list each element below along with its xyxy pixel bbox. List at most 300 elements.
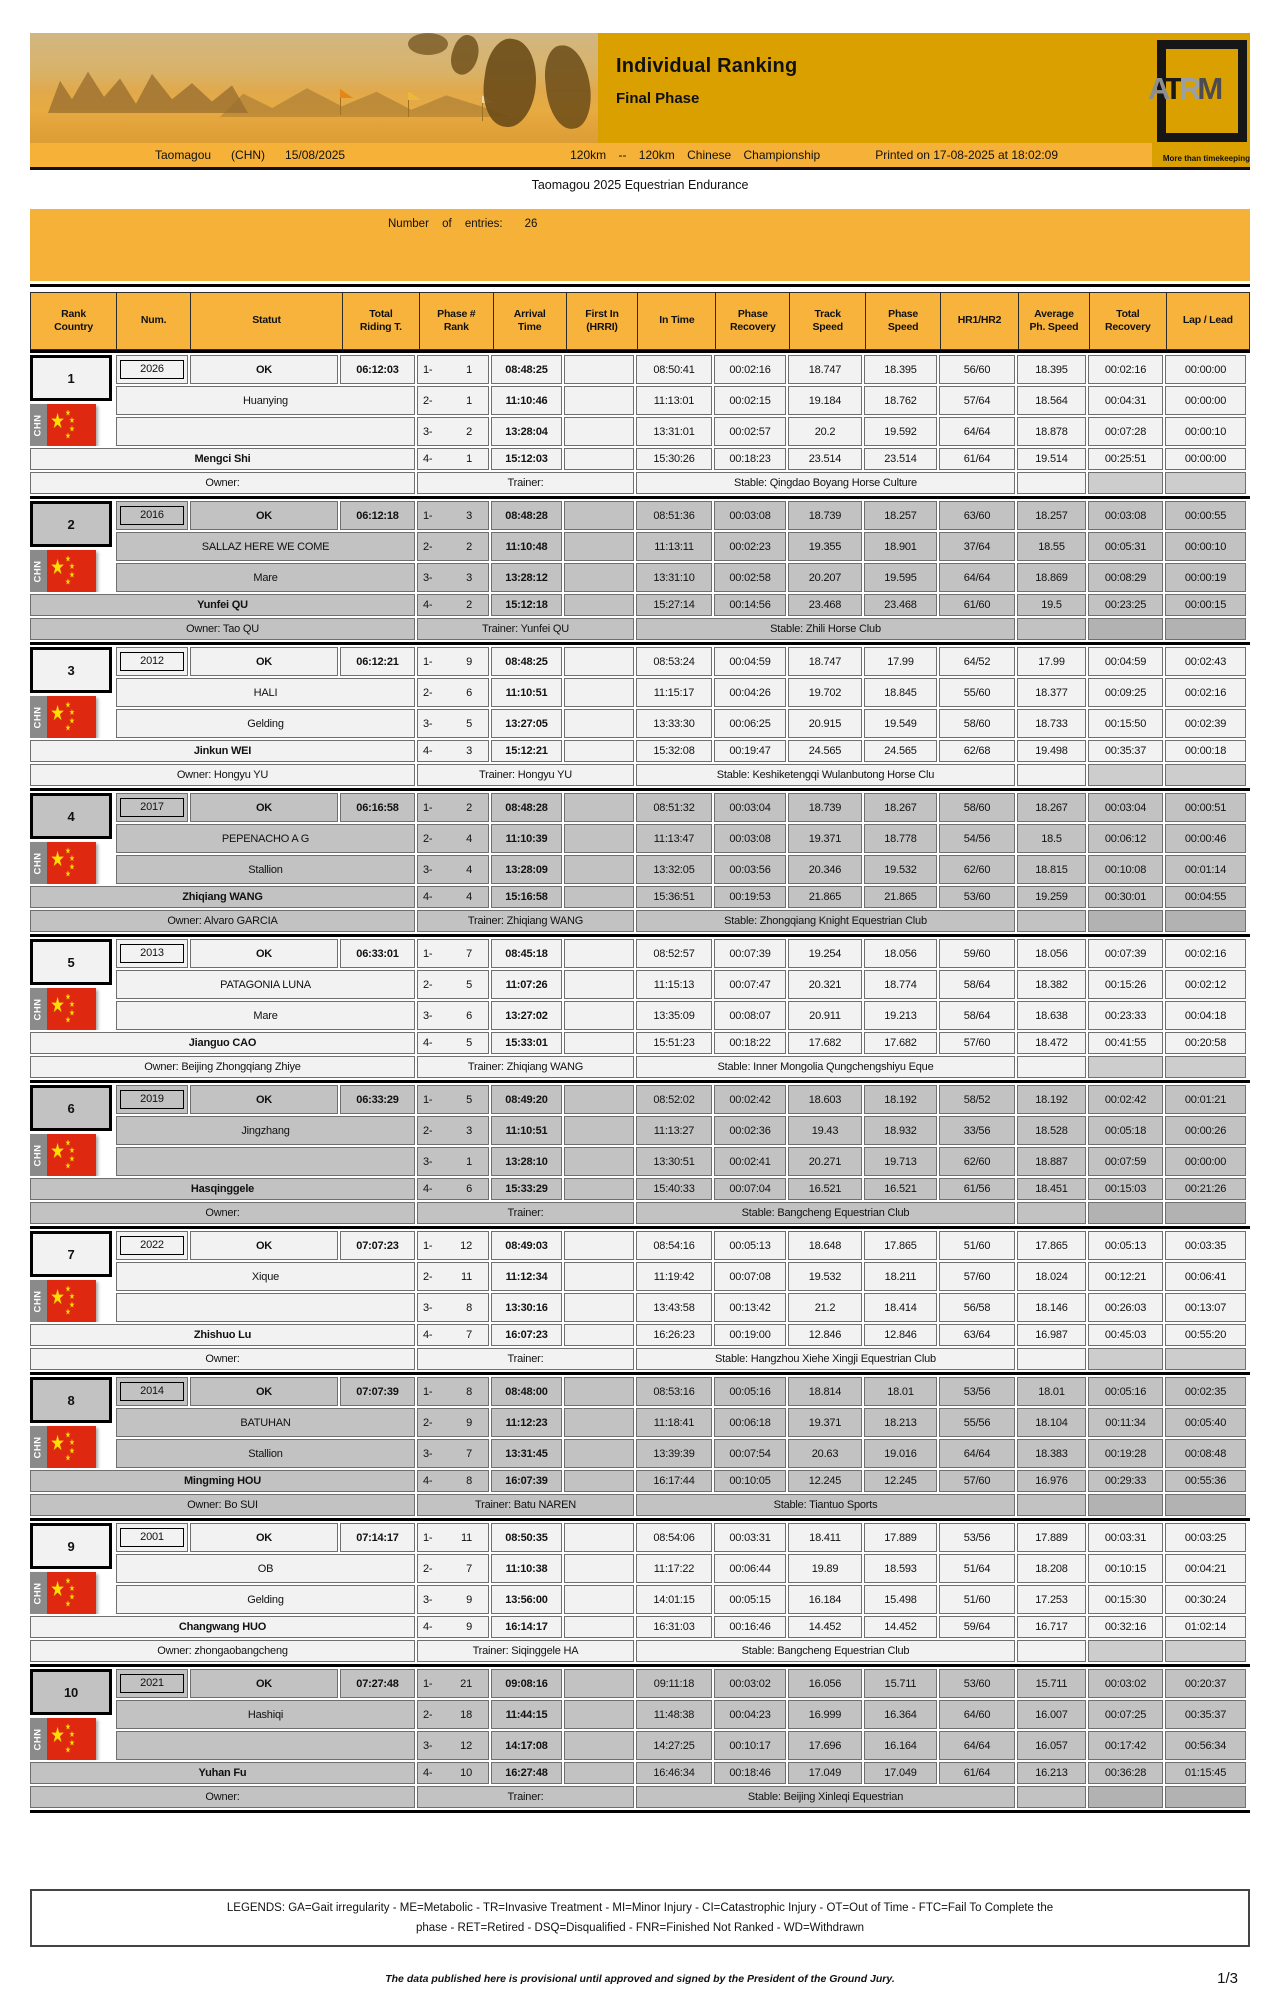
cell-phase-recovery: 00:02:23 xyxy=(714,532,786,561)
cell-num xyxy=(116,1377,188,1406)
table-row xyxy=(30,709,1246,738)
cell-empty xyxy=(1017,472,1086,494)
table-row xyxy=(30,1585,1246,1614)
cell-phase-rank xyxy=(417,1116,489,1145)
cell-empty xyxy=(1165,1348,1246,1370)
horse-number: 2026 xyxy=(120,360,184,379)
cell-num xyxy=(116,793,188,822)
phase-rank: 1- 21 xyxy=(423,1677,472,1690)
cell-phase-recovery: 00:03:08 xyxy=(714,824,786,853)
table-row xyxy=(30,855,1246,884)
cell-in-time: 11:18:41 xyxy=(636,1408,712,1437)
rank-number: 7 xyxy=(30,1231,112,1277)
cell-track-speed: 20.63 xyxy=(788,1439,862,1468)
cell-rider-name: Yunfei QU xyxy=(30,594,415,616)
cell-average-speed: 16.213 xyxy=(1017,1762,1086,1784)
cell-average-speed: 18.01 xyxy=(1017,1377,1086,1406)
rider-block-5 xyxy=(28,937,1248,1080)
cell-phase-speed: 19.016 xyxy=(864,1439,937,1468)
country-code-strip: CHN xyxy=(30,550,47,592)
cell-num xyxy=(116,1669,188,1698)
table-row xyxy=(30,355,1246,384)
cell-arrival-time: 15:12:18 xyxy=(491,594,562,616)
cell-lap-lead: 00:00:00 xyxy=(1165,386,1246,415)
cell-lap-lead: 00:00:26 xyxy=(1165,1116,1246,1145)
china-flag-icon xyxy=(47,1134,96,1176)
cell-in-time: 08:53:16 xyxy=(636,1377,712,1406)
cell-stable: Stable: Hangzhou Xiehe Xingji Equestrian Club xyxy=(636,1348,1015,1370)
cell-phase-speed: 18.01 xyxy=(864,1377,937,1406)
cell-empty xyxy=(1165,1056,1246,1078)
rank-number: 8 xyxy=(30,1377,112,1423)
cell-average-speed: 18.733 xyxy=(1017,709,1086,738)
cell-track-speed: 19.43 xyxy=(788,1116,862,1145)
cell-phase-rank xyxy=(417,1470,489,1492)
cell-average-speed: 16.976 xyxy=(1017,1470,1086,1492)
cell-total-recovery: 00:32:16 xyxy=(1088,1616,1163,1638)
cell-phase-speed: 19.713 xyxy=(864,1147,937,1176)
cell-hr1-hr2: 56/60 xyxy=(939,355,1015,384)
country-code-strip: CHN xyxy=(30,696,47,738)
cell-horse-gender: Mare xyxy=(116,1001,415,1030)
cell-horse-name: Jingzhang xyxy=(116,1116,415,1145)
cell-phase-speed: 23.514 xyxy=(864,448,937,470)
cell-total-recovery: 00:29:33 xyxy=(1088,1470,1163,1492)
cell-phase-rank xyxy=(417,355,489,384)
cell-track-speed: 18.603 xyxy=(788,1085,862,1114)
cell-rider-name: Changwang HUO xyxy=(30,1616,415,1638)
top-banner xyxy=(30,33,1250,170)
cell-arrival-time: 13:56:00 xyxy=(491,1585,562,1614)
cell-first-in xyxy=(564,1293,634,1322)
report-page xyxy=(0,33,1280,1995)
svg-text:★: ★ xyxy=(50,1285,65,1309)
svg-text:★: ★ xyxy=(64,1429,71,1440)
cell-rank-country xyxy=(30,1669,114,1760)
cell-phase-rank xyxy=(417,1147,489,1176)
china-flag-icon xyxy=(47,404,96,446)
cell-average-speed: 19.259 xyxy=(1017,886,1086,908)
cell-hr1-hr2: 37/64 xyxy=(939,532,1015,561)
table-row xyxy=(30,618,1246,640)
cell-phase-speed: 18.845 xyxy=(864,678,937,707)
cell-phase-recovery: 00:03:02 xyxy=(714,1669,786,1698)
horse-number: 2022 xyxy=(120,1236,184,1255)
col-header-rank: Rank Country xyxy=(31,293,117,350)
cell-total-recovery: 00:03:04 xyxy=(1088,793,1163,822)
country-flag xyxy=(30,550,96,592)
svg-text:★: ★ xyxy=(64,553,71,564)
cell-lap-lead: 00:00:46 xyxy=(1165,824,1246,853)
cell-empty xyxy=(1088,1494,1163,1516)
country-flag xyxy=(30,1280,96,1322)
svg-text:★: ★ xyxy=(69,415,75,426)
svg-text:★: ★ xyxy=(69,861,75,872)
cell-arrival-time: 09:08:16 xyxy=(491,1669,562,1698)
phase-rank: 2- 3 xyxy=(423,1124,472,1137)
cell-lap-lead: 00:00:10 xyxy=(1165,532,1246,561)
cell-track-speed: 24.565 xyxy=(788,740,862,762)
cell-first-in xyxy=(564,1147,634,1176)
cell-empty xyxy=(1165,1786,1246,1808)
cell-hr1-hr2: 62/60 xyxy=(939,855,1015,884)
cell-phase-rank xyxy=(417,740,489,762)
cell-owner: Owner: xyxy=(30,472,415,494)
cell-lap-lead: 00:08:48 xyxy=(1165,1439,1246,1468)
phase-rank: 1- 9 xyxy=(423,655,472,668)
cell-in-time: 16:31:03 xyxy=(636,1616,712,1638)
cell-phase-recovery: 00:07:54 xyxy=(714,1439,786,1468)
cell-in-time: 14:01:15 xyxy=(636,1585,712,1614)
cell-average-speed: 19.514 xyxy=(1017,448,1086,470)
cell-total-recovery: 00:15:50 xyxy=(1088,709,1163,738)
table-row xyxy=(30,647,1246,676)
cell-total-riding-time: 06:12:18 xyxy=(340,501,415,530)
horse-number: 2019 xyxy=(120,1090,184,1109)
country-flag xyxy=(30,1718,96,1760)
mountain-shape xyxy=(220,81,510,117)
svg-text:★: ★ xyxy=(64,430,71,441)
cell-phase-speed: 18.395 xyxy=(864,355,937,384)
cell-phase-speed: 18.762 xyxy=(864,386,937,415)
cell-hr1-hr2: 57/64 xyxy=(939,386,1015,415)
cell-rank-country xyxy=(30,355,114,446)
cell-first-in xyxy=(564,1262,634,1291)
cell-phase-rank xyxy=(417,886,489,908)
horse-number: 2013 xyxy=(120,944,184,963)
cell-in-time: 11:13:11 xyxy=(636,532,712,561)
table-row xyxy=(30,1001,1246,1030)
cell-lap-lead: 00:01:21 xyxy=(1165,1085,1246,1114)
table-row xyxy=(30,910,1246,932)
table-row xyxy=(30,1085,1246,1114)
cell-num xyxy=(116,355,188,384)
cell-in-time: 09:11:18 xyxy=(636,1669,712,1698)
cell-track-speed: 19.89 xyxy=(788,1554,862,1583)
cell-phase-recovery: 00:16:46 xyxy=(714,1616,786,1638)
cell-average-speed: 17.99 xyxy=(1017,647,1086,676)
svg-text:★: ★ xyxy=(64,1160,71,1171)
cell-arrival-time: 15:12:21 xyxy=(491,740,562,762)
svg-text:★: ★ xyxy=(64,1744,71,1755)
cell-total-recovery: 00:07:39 xyxy=(1088,939,1163,968)
cell-empty xyxy=(1088,1348,1163,1370)
cell-empty xyxy=(1017,764,1086,786)
cell-arrival-time: 15:16:58 xyxy=(491,886,562,908)
phase-rank: 1- 1 xyxy=(423,363,472,376)
table-row xyxy=(30,1116,1246,1145)
cell-lap-lead: 00:00:51 xyxy=(1165,793,1246,822)
cell-hr1-hr2: 64/64 xyxy=(939,1731,1015,1760)
cell-lap-lead: 00:02:12 xyxy=(1165,970,1246,999)
cell-average-speed: 18.55 xyxy=(1017,532,1086,561)
cell-lap-lead: 00:05:40 xyxy=(1165,1408,1246,1437)
cell-in-time: 13:31:01 xyxy=(636,417,712,446)
svg-text:★: ★ xyxy=(69,1291,75,1302)
cell-phase-recovery: 00:07:04 xyxy=(714,1178,786,1200)
phase-rank: 4- 9 xyxy=(423,1621,472,1633)
cell-average-speed: 18.815 xyxy=(1017,855,1086,884)
table-row xyxy=(30,448,1246,470)
svg-text:★: ★ xyxy=(69,569,75,580)
cell-phase-speed: 21.865 xyxy=(864,886,937,908)
cell-first-in xyxy=(564,1731,634,1760)
cell-total-recovery: 00:11:34 xyxy=(1088,1408,1163,1437)
horse-number: 2014 xyxy=(120,1382,184,1401)
cell-horse-gender: Mare xyxy=(116,563,415,592)
country-code-strip: CHN xyxy=(30,1426,47,1468)
cell-in-time: 08:50:41 xyxy=(636,355,712,384)
col-header-phase: Phase Recovery xyxy=(716,293,790,350)
cell-phase-rank xyxy=(417,1085,489,1114)
cell-empty xyxy=(1017,1494,1086,1516)
cell-trainer: Trainer: Batu NAREN xyxy=(417,1494,634,1516)
country-flag xyxy=(30,696,96,738)
cell-trainer: Trainer: Hongyu YU xyxy=(417,764,634,786)
country-code-strip: CHN xyxy=(30,1572,47,1614)
svg-text:★: ★ xyxy=(69,853,75,864)
cell-phase-speed: 15.498 xyxy=(864,1585,937,1614)
cell-rank-country xyxy=(30,1523,114,1614)
cell-total-recovery: 00:23:33 xyxy=(1088,1001,1163,1030)
table-row xyxy=(30,1056,1246,1078)
cell-empty xyxy=(1165,1494,1246,1516)
cell-empty xyxy=(1088,1202,1163,1224)
cell-empty xyxy=(1165,618,1246,640)
phase-rank: 1- 12 xyxy=(423,1239,472,1252)
cell-in-time: 13:32:05 xyxy=(636,855,712,884)
cell-average-speed: 16.717 xyxy=(1017,1616,1086,1638)
cell-phase-rank xyxy=(417,1001,489,1030)
rider-silhouette xyxy=(478,36,542,130)
svg-text:★: ★ xyxy=(69,707,75,718)
svg-text:★: ★ xyxy=(64,1575,71,1586)
cell-owner: Owner: Alvaro GARCIA xyxy=(30,910,415,932)
cell-track-speed: 18.411 xyxy=(788,1523,862,1552)
cell-first-in xyxy=(564,1178,634,1200)
cell-phase-speed: 18.901 xyxy=(864,532,937,561)
cell-hr1-hr2: 57/60 xyxy=(939,1262,1015,1291)
cell-average-speed: 18.887 xyxy=(1017,1147,1086,1176)
cell-phase-speed: 14.452 xyxy=(864,1616,937,1638)
cell-phase-speed: 19.592 xyxy=(864,417,937,446)
cell-average-speed: 16.987 xyxy=(1017,1324,1086,1346)
cell-arrival-time: 11:10:51 xyxy=(491,1116,562,1145)
cell-phase-speed: 18.213 xyxy=(864,1408,937,1437)
cell-total-recovery: 00:36:28 xyxy=(1088,1762,1163,1784)
cell-lap-lead: 00:56:34 xyxy=(1165,1731,1246,1760)
svg-text:★: ★ xyxy=(69,1437,75,1448)
cell-total-recovery: 00:05:13 xyxy=(1088,1231,1163,1260)
cell-horse-gender xyxy=(116,417,415,446)
cell-average-speed: 18.395 xyxy=(1017,355,1086,384)
table-row xyxy=(30,386,1246,415)
distance-category: 120km -- 120km Chinese Championship xyxy=(570,148,821,162)
cell-empty xyxy=(1165,472,1246,494)
cell-num xyxy=(116,1085,188,1114)
cell-phase-recovery: 00:02:57 xyxy=(714,417,786,446)
table-row xyxy=(30,563,1246,592)
cell-hr1-hr2: 58/64 xyxy=(939,970,1015,999)
cell-average-speed: 18.869 xyxy=(1017,563,1086,592)
cell-owner: Owner: Bo SUI xyxy=(30,1494,415,1516)
cell-total-recovery: 00:23:25 xyxy=(1088,594,1163,616)
cell-average-speed: 17.889 xyxy=(1017,1523,1086,1552)
cell-phase-recovery: 00:05:13 xyxy=(714,1231,786,1260)
cell-in-time: 11:15:17 xyxy=(636,678,712,707)
cell-lap-lead: 00:04:21 xyxy=(1165,1554,1246,1583)
cell-empty xyxy=(1165,910,1246,932)
cell-average-speed: 18.104 xyxy=(1017,1408,1086,1437)
cell-arrival-time: 08:48:25 xyxy=(491,355,562,384)
cell-track-speed: 19.532 xyxy=(788,1262,862,1291)
cell-empty xyxy=(1088,618,1163,640)
col-header-phase: Phase Speed xyxy=(866,293,941,350)
phase-rank: 4- 7 xyxy=(423,1329,472,1341)
cell-phase-rank xyxy=(417,793,489,822)
legends-line1: LEGENDS: GA=Gait irregularity - ME=Metabolic - TR=Invasive Treatment - MI=Minor Injury - CI=Catastrophic Injury - OT=Out of Time - FTC=Fail To Complete the xyxy=(226,1902,1054,1914)
cell-empty xyxy=(1088,910,1163,932)
table-row xyxy=(30,1731,1246,1760)
cell-lap-lead: 00:00:00 xyxy=(1165,448,1246,470)
table-row xyxy=(30,678,1246,707)
cell-track-speed: 16.184 xyxy=(788,1585,862,1614)
cell-first-in xyxy=(564,886,634,908)
table-row xyxy=(30,417,1246,446)
cell-in-time: 14:27:25 xyxy=(636,1731,712,1760)
svg-text:★: ★ xyxy=(50,555,65,579)
cell-rank-country xyxy=(30,501,114,592)
table-row xyxy=(30,1439,1246,1468)
cell-empty xyxy=(1017,1786,1086,1808)
cell-phase-recovery: 00:19:47 xyxy=(714,740,786,762)
svg-text:★: ★ xyxy=(69,423,75,434)
cell-in-time: 13:30:51 xyxy=(636,1147,712,1176)
cell-phase-speed: 19.213 xyxy=(864,1001,937,1030)
phase-rank: 2- 11 xyxy=(423,1270,472,1283)
cell-total-recovery: 00:15:03 xyxy=(1088,1178,1163,1200)
cell-rank-country xyxy=(30,1377,114,1468)
cell-hr1-hr2: 57/60 xyxy=(939,1032,1015,1054)
table-row xyxy=(30,970,1246,999)
cell-total-recovery: 00:30:01 xyxy=(1088,886,1163,908)
rider-block-9 xyxy=(28,1521,1248,1664)
country-code-strip: CHN xyxy=(30,404,47,446)
flag-pole xyxy=(340,89,341,115)
cell-phase-recovery: 00:03:08 xyxy=(714,501,786,530)
cell-in-time: 08:54:16 xyxy=(636,1231,712,1260)
cell-lap-lead: 00:02:16 xyxy=(1165,939,1246,968)
cell-in-time: 15:40:33 xyxy=(636,1178,712,1200)
cell-stable: Stable: Bangcheng Equestrian Club xyxy=(636,1640,1015,1662)
cell-phase-rank xyxy=(417,1178,489,1200)
cell-phase-recovery: 00:02:42 xyxy=(714,1085,786,1114)
cell-statut: OK xyxy=(190,1377,338,1406)
svg-text:★: ★ xyxy=(69,1007,75,1018)
cell-track-speed: 18.814 xyxy=(788,1377,862,1406)
svg-text:★: ★ xyxy=(69,1737,75,1748)
rider-block-3 xyxy=(28,645,1248,788)
cell-hr1-hr2: 53/60 xyxy=(939,1669,1015,1698)
cell-first-in xyxy=(564,855,634,884)
cell-phase-rank xyxy=(417,709,489,738)
header-row xyxy=(31,293,1250,350)
col-header-track: Track Speed xyxy=(790,293,866,350)
cell-empty xyxy=(1165,1640,1246,1662)
svg-text:★: ★ xyxy=(69,1445,75,1456)
cell-in-time: 15:32:08 xyxy=(636,740,712,762)
china-flag-icon xyxy=(47,1280,96,1322)
cell-phase-rank xyxy=(417,678,489,707)
china-flag-icon xyxy=(47,842,96,884)
page-number: 1/3 xyxy=(1217,1970,1238,1988)
cell-total-recovery: 00:07:28 xyxy=(1088,417,1163,446)
cell-trainer: Trainer: xyxy=(417,1786,634,1808)
cell-arrival-time: 08:49:03 xyxy=(491,1231,562,1260)
phase-rank: 2- 4 xyxy=(423,832,472,845)
cell-first-in xyxy=(564,1470,634,1492)
cell-phase-rank xyxy=(417,1324,489,1346)
cell-track-speed: 23.468 xyxy=(788,594,862,616)
cell-hr1-hr2: 61/60 xyxy=(939,594,1015,616)
cell-empty xyxy=(1017,1348,1086,1370)
cell-phase-rank xyxy=(417,1377,489,1406)
cell-in-time: 13:39:39 xyxy=(636,1439,712,1468)
cell-arrival-time: 15:33:29 xyxy=(491,1178,562,1200)
rider-silhouette xyxy=(446,33,484,78)
logo-letters: ATRM xyxy=(1148,71,1220,106)
cell-phase-speed: 18.267 xyxy=(864,793,937,822)
cell-track-speed: 20.321 xyxy=(788,970,862,999)
cell-in-time: 13:31:10 xyxy=(636,563,712,592)
phase-rank: 1- 8 xyxy=(423,1385,472,1398)
china-flag-icon xyxy=(47,1426,96,1468)
cell-phase-recovery: 00:03:56 xyxy=(714,855,786,884)
cell-hr1-hr2: 53/60 xyxy=(939,886,1015,908)
phase-rank: 2- 1 xyxy=(423,394,472,407)
cell-average-speed: 17.253 xyxy=(1017,1585,1086,1614)
cell-total-recovery: 00:06:12 xyxy=(1088,824,1163,853)
cell-phase-speed: 18.211 xyxy=(864,1262,937,1291)
cell-phase-rank xyxy=(417,1408,489,1437)
cell-average-speed: 18.564 xyxy=(1017,386,1086,415)
cell-lap-lead: 00:03:25 xyxy=(1165,1523,1246,1552)
course-flag-icon xyxy=(408,91,421,100)
cell-average-speed: 18.377 xyxy=(1017,678,1086,707)
cell-phase-recovery: 00:18:23 xyxy=(714,448,786,470)
cell-first-in xyxy=(564,939,634,968)
country-code-strip: CHN xyxy=(30,842,47,884)
phase-rank: 1- 7 xyxy=(423,947,472,960)
cell-phase-rank xyxy=(417,939,489,968)
cell-in-time: 15:51:23 xyxy=(636,1032,712,1054)
cell-phase-speed: 19.549 xyxy=(864,709,937,738)
cell-phase-recovery: 00:04:59 xyxy=(714,647,786,676)
cell-phase-rank xyxy=(417,1262,489,1291)
cell-total-recovery: 00:10:08 xyxy=(1088,855,1163,884)
cell-phase-rank xyxy=(417,1554,489,1583)
col-header-total: Total Recovery xyxy=(1089,293,1166,350)
svg-text:★: ★ xyxy=(64,1014,71,1025)
cell-track-speed: 20.346 xyxy=(788,855,862,884)
cell-track-speed: 20.915 xyxy=(788,709,862,738)
cell-hr1-hr2: 58/60 xyxy=(939,793,1015,822)
rider-silhouette xyxy=(542,43,595,131)
legends-box xyxy=(30,1889,1250,1947)
cell-hr1-hr2: 59/64 xyxy=(939,1616,1015,1638)
cell-total-riding-time: 06:33:01 xyxy=(340,939,415,968)
rider-block-1 xyxy=(28,353,1248,496)
